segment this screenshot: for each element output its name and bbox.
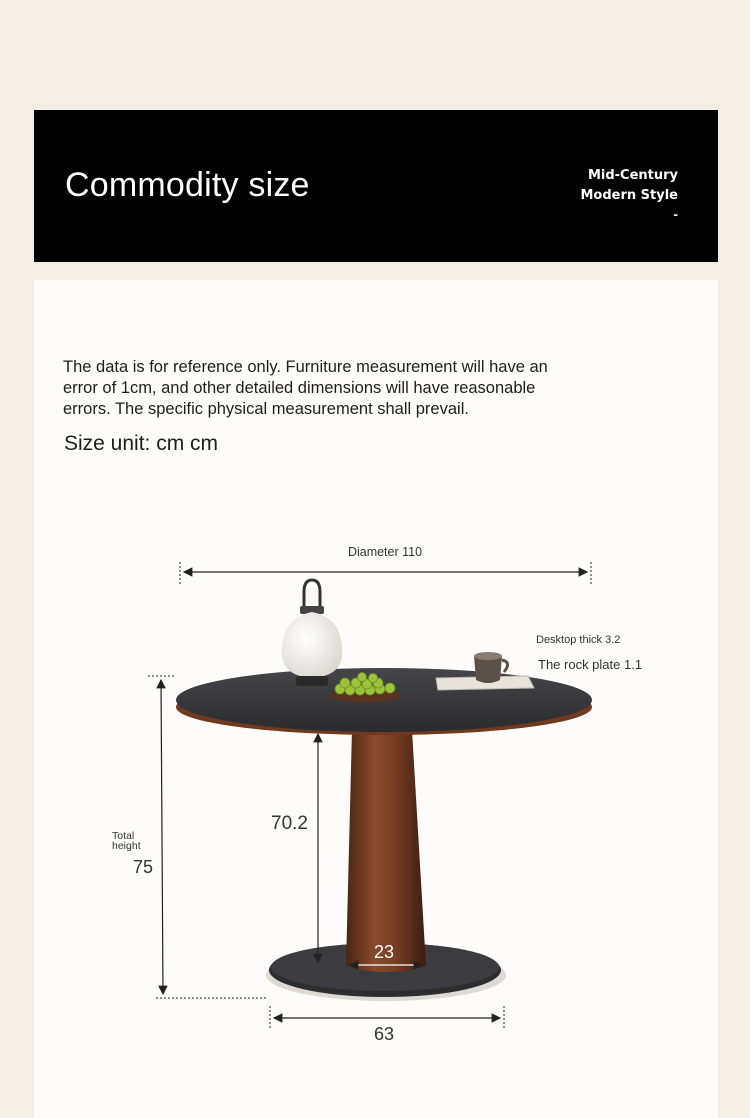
size-unit-label: Size unit: cm cm — [64, 432, 219, 455]
style-line-2: Modern Style — [580, 188, 678, 203]
disclaimer-text: The data is for reference only. Furniture measurement will have an error of 1cm, and other detailed dimensions will have reasonable errors. The specific physical measurement shall prevail. — [63, 358, 548, 418]
desktop-thick-label: Desktop thick 3.2 — [536, 634, 621, 646]
diameter-label: Diameter 110 — [347, 545, 423, 559]
banner-dash: - — [673, 206, 678, 222]
table-top — [176, 668, 592, 735]
banner-title: Commodity size — [65, 166, 310, 204]
table-pedestal — [346, 730, 426, 972]
base-width-value: 63 — [373, 1024, 395, 1044]
rock-plate-label: The rock plate 1.1 — [538, 657, 643, 672]
diameter-dimension — [180, 562, 591, 586]
column-width-value: 23 — [373, 942, 395, 962]
total-height-label-line1: Total — [112, 830, 135, 842]
leg-height-value: 70.2 — [271, 813, 308, 834]
style-line-1: Mid-Century — [587, 168, 678, 183]
total-height-label-line2: height — [112, 840, 141, 852]
lamp-icon — [282, 580, 342, 686]
total-height-value: 75 — [133, 857, 154, 877]
